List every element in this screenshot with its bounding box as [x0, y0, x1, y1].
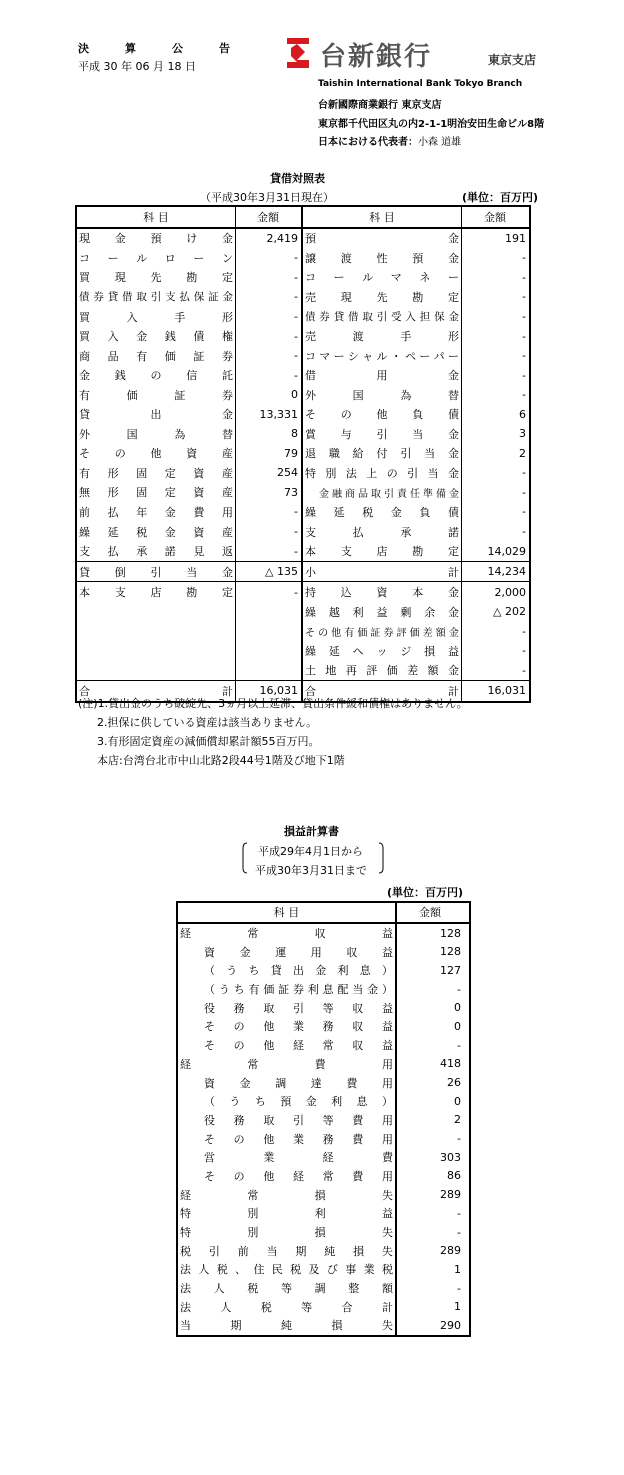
asset-name [76, 228, 236, 249]
taishin-logo-icon [283, 36, 313, 70]
asset-value: - [236, 346, 303, 366]
item-name-text: 経 常 損 失 [180, 1188, 393, 1202]
asset-name [76, 661, 236, 681]
item-name [177, 1073, 396, 1092]
asset-name [76, 365, 236, 385]
notice-title: 決 算 公 告 [78, 42, 230, 55]
item-name [177, 1148, 396, 1167]
liability-name [302, 661, 462, 681]
table-row [177, 923, 470, 943]
rep-label: 日本における代表者： [318, 137, 418, 148]
english-name: Taishin International Bank Tokyo Branch [318, 79, 523, 89]
asset-value: - [236, 541, 303, 561]
asset-name-text: そ の 他 資 産 [79, 447, 233, 461]
item-name [177, 1167, 396, 1186]
liability-name-text: 売 現 先 勘 定 [305, 290, 459, 304]
liability-name-text: 支 払 承 諾 [305, 525, 459, 539]
asset-value: - [236, 522, 303, 542]
item-value: 303 [396, 1148, 470, 1167]
item-name-text: 経 常 費 用 [180, 1057, 393, 1071]
item-name [177, 1111, 396, 1130]
asset-value: - [236, 248, 303, 268]
asset-name-text: 本 支 店 勘 定 [79, 586, 233, 600]
asset-name [76, 463, 236, 483]
asset-value: - [236, 307, 303, 327]
total-label-left-text: 合 計 [79, 684, 233, 698]
table-row [76, 248, 530, 268]
asset-value [236, 661, 303, 681]
liability-name-text: 譲 渡 性 預 金 [305, 251, 459, 265]
item-name-text: 税 引 前 当 期 純 損 失 [180, 1244, 393, 1258]
liability-name-text: 繰 延 ヘ ッ ジ 損 益 [305, 644, 459, 658]
period-bracket [241, 840, 385, 876]
liability-name [302, 248, 462, 268]
item-name-text: そ の 他 業 務 収 益 [204, 1020, 393, 1034]
liability-name-text: 繰 延 税 金 負 債 [305, 505, 459, 519]
total-label-right-text: 合 計 [305, 684, 459, 698]
liability-name-text: 借 用 金 [305, 369, 459, 383]
item-value: - [396, 1279, 470, 1298]
table-row [76, 641, 530, 661]
liability-value: - [462, 287, 531, 307]
rep-name: 小森 道雄 [418, 137, 462, 148]
liability-name-text: 繰 越 利 益 剰 余 金 [305, 605, 459, 619]
item-name-text: （ う ち 貸 出 金 利 息 ） [204, 964, 393, 978]
table-row [76, 287, 530, 307]
balance-sheet-title: 貸借対照表 [270, 172, 325, 185]
liability-name-text: 土 地 再 評 価 差 額 金 [305, 664, 459, 678]
asset-name [76, 582, 236, 602]
asset-name-text: 支 払 承 諾 見 返 [79, 545, 233, 559]
asset-name-text: コ ー ル ロ ー ン [79, 251, 233, 265]
liability-value: - [462, 502, 531, 522]
total-value-left: 16,031 [236, 681, 303, 702]
table-row [177, 1223, 470, 1242]
item-value: 26 [396, 1073, 470, 1092]
table-row [177, 1092, 470, 1111]
liability-name [302, 602, 462, 622]
liability-value: - [462, 661, 531, 681]
asset-name [76, 502, 236, 522]
liability-name [302, 561, 462, 582]
table-row [177, 961, 470, 980]
note-1: (注)1.貸出金のうち破綻先、3ヵ月以上延滞、貸出条件緩和債権はありません。 [78, 697, 468, 710]
item-name [177, 961, 396, 980]
liability-name-text: 特 別 法 上 の 引 当 金 [305, 466, 459, 480]
balance-sheet-header-row [76, 206, 530, 228]
asset-value: - [236, 502, 303, 522]
item-name-text: 資 金 運 用 収 益 [204, 945, 393, 959]
total-value-right: 16,031 [462, 681, 531, 702]
liability-value: 14,029 [462, 541, 531, 561]
item-name-text: 法 人 税 等 合 計 [180, 1300, 393, 1314]
liability-value: 2,000 [462, 582, 531, 602]
item-name-text: 特 別 損 失 [180, 1226, 393, 1240]
asset-name [76, 268, 236, 288]
table-row [177, 980, 470, 999]
table-row [177, 1185, 470, 1204]
liability-value: - [462, 385, 531, 405]
asset-value: △ 135 [236, 561, 303, 582]
income-statement-title: 損益計算書 [284, 825, 339, 838]
header-subject-right: 科 目 [302, 206, 462, 228]
table-row [76, 365, 530, 385]
liability-name [302, 483, 462, 503]
note-3: 3.有形固定資産の減価償却累計額55百万円。 [97, 735, 320, 748]
asset-value [236, 602, 303, 622]
asset-value: 73 [236, 483, 303, 503]
liability-value: - [462, 641, 531, 661]
table-row [177, 1017, 470, 1036]
table-row [76, 307, 530, 327]
item-value: - [396, 1204, 470, 1223]
liability-value: △ 202 [462, 602, 531, 622]
table-row [76, 561, 530, 582]
note-2: 2.担保に供している資産は該当ありません。 [97, 716, 318, 729]
liability-value: - [462, 365, 531, 385]
liability-name-text: 金 融 商 品 取 引 責 任 準 備 金 [319, 488, 459, 500]
item-name-text: 資 金 調 達 費 用 [204, 1076, 393, 1090]
item-name [177, 923, 396, 943]
liability-name-text: 本 支 店 勘 定 [305, 545, 459, 559]
liability-name-text: 小 計 [305, 565, 459, 579]
asset-name [76, 561, 236, 582]
income-statement-unit: (単位：百万円) [387, 886, 464, 899]
item-name [177, 1279, 396, 1298]
asset-name-text: 債 券 貸 借 取 引 支 払 保 証 金 [79, 291, 233, 304]
asset-value: - [236, 326, 303, 346]
asset-value: 0 [236, 385, 303, 405]
table-row [177, 1204, 470, 1223]
item-value: 0 [396, 1017, 470, 1036]
item-value: 128 [396, 942, 470, 961]
item-value: 290 [396, 1316, 470, 1336]
table-row [177, 1279, 470, 1298]
liability-name-text: コ ー ル マ ネ ー [305, 271, 459, 285]
item-name-text: 営 業 経 費 [204, 1151, 393, 1165]
item-value: 0 [396, 998, 470, 1017]
asset-name [76, 541, 236, 561]
item-name [177, 1241, 396, 1260]
period-to: 平成30年3月31日まで [255, 864, 367, 877]
item-name [177, 1129, 396, 1148]
asset-name-text: 外 国 為 替 [79, 427, 233, 441]
asset-value: 2,419 [236, 228, 303, 249]
item-value: 1 [396, 1260, 470, 1279]
liability-value: - [462, 483, 531, 503]
asset-name-text: 貸 倒 引 当 金 [79, 565, 233, 579]
note-head-office: 本店:台湾台北市中山北路2段44号1階及び地下1階 [97, 754, 345, 767]
item-name-text: （ う ち 預 金 利 息 ） [204, 1095, 393, 1109]
asset-value: 8 [236, 424, 303, 444]
item-value: 289 [396, 1241, 470, 1260]
notes [78, 694, 468, 770]
liability-name-text: 外 国 為 替 [305, 388, 459, 402]
table-row [76, 268, 530, 288]
item-name-text: 経 常 収 益 [180, 927, 393, 941]
item-value: 127 [396, 961, 470, 980]
asset-name [76, 602, 236, 622]
table-row [76, 326, 530, 346]
item-name-text: 法 人 税 、 住 民 税 及 び 事 業 税 [180, 1263, 393, 1277]
brand-name: 台新銀行 [320, 42, 433, 72]
table-row [76, 385, 530, 405]
asset-name [76, 404, 236, 424]
table-row [76, 661, 530, 681]
liability-name [302, 307, 462, 327]
item-value: 128 [396, 923, 470, 943]
asset-name-text: 貸 出 金 [79, 408, 233, 422]
item-name [177, 980, 396, 999]
item-value: 0 [396, 1092, 470, 1111]
notice-date: 平成 30 年 06 月 18 日 [78, 60, 196, 73]
item-value: 86 [396, 1167, 470, 1186]
balance-sheet-unit: (単位：百万円) [462, 191, 539, 204]
item-name [177, 1297, 396, 1316]
liability-value: 14,234 [462, 561, 531, 582]
representative [318, 133, 461, 148]
table-row [177, 1260, 470, 1279]
liability-value: - [462, 248, 531, 268]
item-name [177, 942, 396, 961]
table-row [177, 1316, 470, 1336]
table-row [177, 1297, 470, 1316]
asset-value [236, 641, 303, 661]
liability-name [302, 463, 462, 483]
liability-name [302, 641, 462, 661]
asset-name-text: 無 形 固 定 資 産 [79, 486, 233, 500]
item-name [177, 1204, 396, 1223]
asset-name [76, 483, 236, 503]
liability-name-text: そ の 他 負 債 [305, 408, 459, 422]
liability-value: - [462, 522, 531, 542]
table-row [76, 463, 530, 483]
table-row [177, 1073, 470, 1092]
item-value: - [396, 1129, 470, 1148]
asset-name [76, 346, 236, 366]
liability-name-text: 預 金 [305, 232, 459, 246]
liability-name [302, 287, 462, 307]
item-name [177, 1055, 396, 1074]
asset-value [236, 621, 303, 641]
table-row [177, 1055, 470, 1074]
item-value: - [396, 1223, 470, 1242]
liability-name-text: 賞 与 引 当 金 [305, 427, 459, 441]
table-row [76, 502, 530, 522]
item-name [177, 1092, 396, 1111]
table-row [76, 522, 530, 542]
liability-name [302, 228, 462, 249]
item-value: 1 [396, 1297, 470, 1316]
asset-name [76, 424, 236, 444]
table-row [177, 1241, 470, 1260]
liability-value: - [462, 463, 531, 483]
asset-name-text: 繰 延 税 金 資 産 [79, 525, 233, 539]
period-from: 平成29年4月1日から [258, 845, 363, 858]
asset-name-text: 買 入 手 形 [79, 310, 233, 324]
table-row [177, 1036, 470, 1055]
liability-value: 2 [462, 444, 531, 464]
liability-name [302, 385, 462, 405]
liability-name [302, 522, 462, 542]
asset-name-text: 買 現 先 勘 定 [79, 271, 233, 285]
liability-name [302, 621, 462, 641]
item-name [177, 1260, 396, 1279]
asset-name [76, 307, 236, 327]
liability-name [302, 326, 462, 346]
liability-value: - [462, 346, 531, 366]
table-row [177, 1167, 470, 1186]
item-value: 289 [396, 1185, 470, 1204]
table-row [76, 424, 530, 444]
asset-name-text: 有 価 証 券 [79, 388, 233, 402]
liability-value: 191 [462, 228, 531, 249]
liability-value: - [462, 268, 531, 288]
branch-name: 東京支店 [488, 53, 537, 67]
table-row [177, 1111, 470, 1130]
liability-value: 3 [462, 424, 531, 444]
liability-name [302, 424, 462, 444]
asset-value: 79 [236, 444, 303, 464]
liability-name [302, 346, 462, 366]
asset-name-text: 商 品 有 価 証 券 [79, 349, 233, 363]
table-row [76, 483, 530, 503]
liability-name [302, 541, 462, 561]
table-row [76, 621, 530, 641]
asset-name [76, 621, 236, 641]
item-name [177, 1017, 396, 1036]
item-name [177, 1223, 396, 1242]
item-name [177, 998, 396, 1017]
header-subject: 科 目 [177, 902, 396, 923]
item-name-text: （ う ち 有 価 証 券 利 息 配 当 金 ） [204, 983, 393, 997]
table-row [76, 602, 530, 622]
asset-name-text: 前 払 年 金 費 用 [79, 505, 233, 519]
item-name [177, 1316, 396, 1336]
liability-name-text: コ マ ー シ ャ ル ・ ペ ー パ ー [305, 349, 459, 363]
item-name-text: 役 務 取 引 等 収 益 [204, 1001, 393, 1015]
address: 東京都千代田区丸の内2-1-1明治安田生命ビル8階 [318, 119, 545, 130]
balance-sheet-date: （平成30年3月31日現在） [200, 191, 334, 204]
asset-name [76, 326, 236, 346]
item-name [177, 1036, 396, 1055]
liability-value: - [462, 326, 531, 346]
liability-name [302, 268, 462, 288]
balance-sheet-table [75, 205, 531, 703]
asset-name [76, 444, 236, 464]
asset-name-text: 有 形 固 定 資 産 [79, 466, 233, 480]
liability-name [302, 365, 462, 385]
table-row [76, 444, 530, 464]
item-name-text: 特 別 利 益 [180, 1207, 393, 1221]
item-name [177, 1185, 396, 1204]
liability-name-text: 売 渡 手 形 [305, 330, 459, 344]
liability-name-text: 債 券 貸 借 取 引 受 入 担 保 金 [305, 311, 459, 323]
asset-name-text: 買 入 金 銭 債 権 [79, 330, 233, 344]
header-amount: 金額 [396, 902, 470, 923]
asset-name [76, 287, 236, 307]
liability-name [302, 444, 462, 464]
liability-value: 6 [462, 404, 531, 424]
asset-name-text: 現 金 預 け 金 [79, 232, 233, 246]
table-row [177, 1129, 470, 1148]
liability-name-text: 退 職 給 付 引 当 金 [305, 447, 459, 461]
liability-name-text: 持 込 資 本 金 [305, 586, 459, 600]
liability-value: - [462, 307, 531, 327]
asset-name [76, 641, 236, 661]
header-amount-right: 金額 [462, 206, 531, 228]
asset-value: - [236, 287, 303, 307]
table-row [177, 1148, 470, 1167]
income-statement-table [176, 901, 471, 1337]
asset-name [76, 385, 236, 405]
table-row [76, 541, 530, 561]
item-value: - [396, 980, 470, 999]
table-row [177, 998, 470, 1017]
asset-name [76, 522, 236, 542]
table-row [76, 228, 530, 249]
item-name-text: 法 人 税 等 調 整 額 [180, 1282, 393, 1296]
table-row [76, 582, 530, 602]
asset-name [76, 248, 236, 268]
item-name-text: そ の 他 経 常 費 用 [204, 1169, 393, 1183]
income-statement-header-row [177, 902, 470, 923]
asset-value: 254 [236, 463, 303, 483]
asset-value: 13,331 [236, 404, 303, 424]
asset-name-text: 金 銭 の 信 託 [79, 369, 233, 383]
japanese-name: 台新國際商業銀行 東京支店 [318, 100, 442, 111]
item-value: - [396, 1036, 470, 1055]
item-name-text: そ の 他 経 常 収 益 [204, 1039, 393, 1053]
asset-value: - [236, 582, 303, 602]
asset-value: - [236, 365, 303, 385]
item-value: 2 [396, 1111, 470, 1130]
header-subject-left: 科 目 [76, 206, 236, 228]
liability-name [302, 404, 462, 424]
asset-value: - [236, 268, 303, 288]
table-row [76, 346, 530, 366]
header-amount-left: 金額 [236, 206, 303, 228]
table-row [177, 942, 470, 961]
table-row [76, 404, 530, 424]
item-name-text: そ の 他 業 務 費 用 [204, 1132, 393, 1146]
item-name-text: 当 期 純 損 失 [180, 1319, 393, 1333]
item-name-text: 役 務 取 引 等 費 用 [204, 1113, 393, 1127]
item-value: 418 [396, 1055, 470, 1074]
liability-name [302, 502, 462, 522]
liability-name-text: そ の 他 有 価 証 券 評 価 差 額 金 [305, 627, 459, 639]
liability-name [302, 582, 462, 602]
liability-value: - [462, 621, 531, 641]
